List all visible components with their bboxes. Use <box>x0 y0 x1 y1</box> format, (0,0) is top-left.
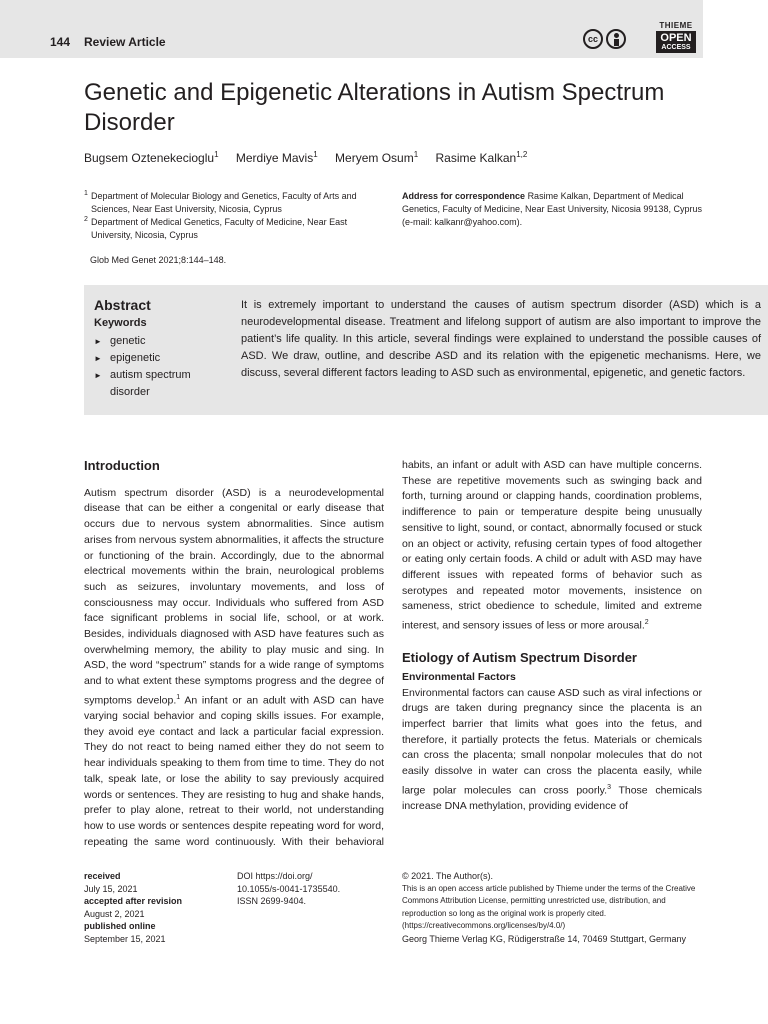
author: Rasime Kalkan$^{1,2}$ <box>435 150 528 165</box>
reference-link[interactable]: 1 <box>176 693 181 701</box>
keyword: ► autism spectrum disorder <box>94 367 224 401</box>
environmental-paragraph: Environmental factors can cause ASD such as viral infections or drugs are taken during pregnancy since the placenta is an imperfect barrier that limits what goes into the fetus, and therefore, it partially protects the fetus. Materials or chemicals can cross the placenta; small nonpolar molecules that do not easily dissolve in water can cross the placenta easily, while large polar molecules can cross poorly.$^3$ Those chemicals increase DNA methylation, providing evidence of <box>402 686 702 813</box>
correspondence-text: Rasime Kalkan, Department of Medical Genetics, Faculty of Medicine, Near East University, Nicosia 99138, Cyprus (e-mail: kalkanr@yahoo.com). <box>402 191 702 227</box>
affiliation: 1 Department of Molecular Biology and Genetics, Faculty of Arts and Sciences, Near East University, Nicosia, Cyprus <box>84 190 357 214</box>
abstract-heading: Abstract <box>94 297 151 313</box>
copyright-block <box>402 870 702 945</box>
article-history <box>84 870 224 945</box>
accepted-date: August 2, 2021 <box>84 908 145 919</box>
page-number: 144 <box>50 35 71 49</box>
author: Merdiye Mavis$^1$ <box>235 150 318 165</box>
introduction-heading: Introduction <box>84 458 160 473</box>
body-column-left <box>84 458 702 862</box>
copyright: © 2021. The Author(s). <box>402 871 494 881</box>
author: Meryem Osum$^1$ <box>335 150 419 165</box>
attribution-person-icon <box>606 29 626 49</box>
citation: Glob Med Genet 2021;8:144–148. <box>90 255 227 265</box>
doi-block <box>237 870 377 908</box>
doi-line[interactable]: DOI https://doi.org/ <box>237 871 313 881</box>
etiology-heading: Etiology of Autism Spectrum Disorder <box>402 650 637 666</box>
publisher-address: Georg Thieme Verlag KG, Rüdigerstraße 14, 70469 Stuttgart, Germany <box>402 933 686 944</box>
article-title: Genetic and Epigenetic Alterations in Autism Spectrum Disorder <box>84 79 665 136</box>
published-date: September 15, 2021 <box>84 933 166 944</box>
received-date: July 15, 2021 <box>84 883 138 894</box>
affiliations <box>84 190 389 242</box>
section-label: Review Article <box>84 35 166 49</box>
reference-link[interactable]: 2 <box>644 619 649 627</box>
license-text: This is an open access article published by Thieme under the terms of the Creative Commons Attribution License, permitting unrestricted use, distribution, and reproduction so long as the original work is properly cited. (https://creativecommons.org/licenses/by/4.0/) <box>402 883 696 930</box>
author: Bugsem Oztenekecioglu$^1$ <box>84 150 219 165</box>
header-bar <box>0 0 703 58</box>
open-access-badge <box>656 31 696 53</box>
issn: ISSN 2699-9404. <box>237 896 307 906</box>
affiliation: 2 Department of Medical Genetics, Faculty of Medicine, Near East University, Nicosia, Cyprus <box>84 216 348 240</box>
published-label: published online <box>84 921 156 931</box>
reference-link[interactable]: 3 <box>607 783 611 791</box>
correspondence-label: Address for correspondence <box>402 191 526 201</box>
doi-line[interactable]: 10.1055/s-0041-1735540. <box>237 883 341 894</box>
introduction-paragraph: Autism spectrum disorder (ASD) is a neurodevelopmental disease that can be either a congenital or early disease that occurs due to nervous system abnormalities. Since autism arises from nervous system abnormalities, it affects the structure or functioning of the brain. Accordingly, due to the abnormal electrical movements within the brain, neurological problems such as seizures, involuntary movements, and loss of consciousness may occur. Individuals who suffered from ASD face significant problems in social life, school, or at work. Besides, individuals diagnosed with ASD have features such as overwhelming memory, the ability to play music and sing. In ASD, the word “spectrum” stands for a wide range of symptoms and to what extent these symptoms progress and the degree of symptoms develop.$^1$ An infant or an adult with ASD can have varying social behavior and coping skills issues. For example, they avoid eye contact and lack a particular facial expression. They do not react to being named either they do not seem to hear individuals speaking to them from time to time. They do not talk, speak late, or lose the ability to say previously acquired words or sentences. They are resisting to hug and shake hands, prefer to play alone, retreat to their world, not understanding how to use words or sentences despite repeating word for word, repeating the same word continuously. With their behavioral habits, an infant or adult with ASD can have multiple concerns. These are repetitive movements such as swinging back and forth, turning around or clapping hands, coordination problems, indifference to pain or temperature despite being unusually sensitive to light, sound, or contact, abnormally focused or stuck on an object or activity, refusing certain types of food altogether or eating only certain foods. A child or adult with ASD may have different issues with repeated forms of behavior such as serotypes and repeated motor movements, insistence on sameness, strict obedience to schedule, limited and extreme interest, and sensory issues of less or more arousal.$^2$ <box>84 459 702 848</box>
keywords-list <box>94 333 224 401</box>
publisher-name: THIEME <box>659 21 693 30</box>
badge-access: ACCESS <box>661 44 691 51</box>
keywords-heading: Keywords <box>94 317 147 329</box>
badge-open: OPEN <box>660 32 692 44</box>
keyword: ► genetic <box>94 333 224 350</box>
keyword: ► epigenetic <box>94 350 224 367</box>
accepted-label: accepted after revision <box>84 896 183 906</box>
correspondence <box>402 190 707 229</box>
author-list <box>84 150 541 165</box>
thieme-open-access-logo <box>656 21 696 53</box>
abstract-text: It is extremely important to understand the causes of autism spectrum disorder (ASD) which is a neurodevelopmental disease. Treatment and lifelong support of autism are also important to improve the patient’s life quality. In this article, several findings were explained to understand the possible causes of ASD. We draw, outline, and describe ASD and its relation with the epigenetic mechanisms. Here, we discuss, several different factors leading to ASD such as environmental, epigenetic, and genetic factors. <box>241 299 761 379</box>
received-label: received <box>84 871 121 881</box>
creative-commons-icon: cc <box>583 29 603 49</box>
environmental-factors-heading: Environmental Factors <box>402 670 516 683</box>
abstract-box <box>84 285 768 415</box>
